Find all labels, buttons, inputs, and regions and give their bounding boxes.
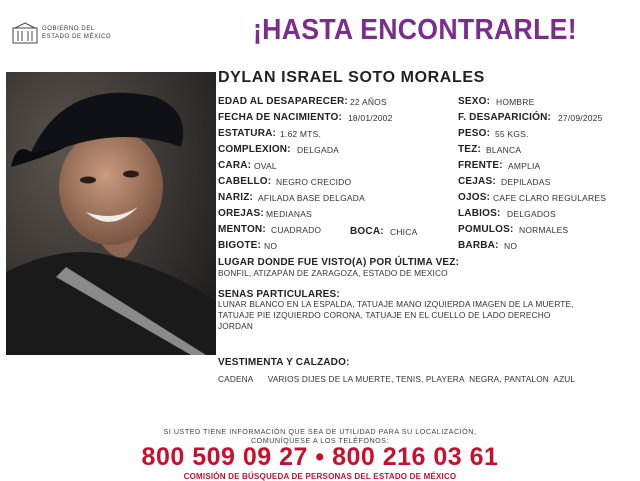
estatura-label: ESTATURA: <box>218 128 277 139</box>
edad-label: EDAD AL DESAPARECER: <box>218 96 348 107</box>
bigote-value: NO <box>264 241 278 251</box>
state-emblem-icon <box>12 22 38 44</box>
pomulos-value: NORMALES <box>519 225 569 235</box>
orejas-value: MEDIANAS <box>266 209 312 219</box>
info-line-2: COMUNÍQUESE A LOS TELÉFONOS: <box>250 436 390 445</box>
menton-value: CUADRADO <box>271 225 322 235</box>
ojos-label: OJOS: <box>458 192 491 203</box>
lugar-value: BONFIL, ATIZAPÁN DE ZARAGOZA, ESTADO DE MEXICO <box>218 268 448 278</box>
cabello-label: CABELLO: <box>218 176 272 187</box>
barba-label: BARBA: <box>458 240 499 251</box>
labios-value: DELGADOS <box>507 209 556 219</box>
lugar-label: LUGAR DONDE FUE VISTO(A) POR ÚLTIMA VEZ: <box>218 257 460 268</box>
nacimiento-value: 18/01/2002 <box>348 113 393 123</box>
nariz-value: AFILADA BASE DELGADA <box>258 193 365 203</box>
vestimenta-label: VESTIMENTA Y CALZADO: <box>218 357 350 368</box>
cejas-value: DEPILADAS <box>501 177 551 187</box>
complexion-label: COMPLEXION: <box>218 144 291 155</box>
orejas-label: OREJAS: <box>218 208 264 219</box>
edad-value: 22 AÑOS <box>350 97 387 107</box>
desaparicion-label: F. DESAPARICIÓN: <box>458 112 552 123</box>
tez-label: TEZ: <box>458 144 482 155</box>
tez-value: BLANCA <box>486 145 522 155</box>
labios-label: LABIOS: <box>458 208 501 219</box>
cara-value: OVAL <box>254 161 277 171</box>
cabello-value: NEGRO CRECIDO <box>276 177 352 187</box>
nariz-label: NARIZ: <box>218 192 254 203</box>
gov-line-2: ESTADO DE MÉXICO <box>42 34 112 40</box>
person-name: DYLAN ISRAEL SOTO MORALES <box>218 69 485 86</box>
senas-line-3: JORDAN <box>218 321 254 331</box>
government-logo <box>12 22 122 46</box>
estatura-value: 1.62 MTS. <box>280 129 322 139</box>
complexion-value: DELGADA <box>297 145 340 155</box>
vestimenta-value: CADENA VARIOS DIJES DE LA MUERTE, TENIS, PLAYERA NEGRA, PANTALON AZUL <box>218 374 576 384</box>
phone-numbers[interactable]: 800 509 09 27 • 800 216 03 61 <box>141 443 499 471</box>
bigote-label: BIGOTE: <box>218 240 262 251</box>
boca-label: BOCA: <box>350 226 384 237</box>
person-photo <box>6 72 216 355</box>
cejas-label: CEJAS: <box>458 176 496 187</box>
senas-line-1: LUNAR BLANCO EN LA ESPALDA, TATUAJE MANO IZQUIERDA IMAGEN DE LA MUERTE, <box>218 299 574 309</box>
ojos-value: CAFE CLARO REGULARES <box>493 193 607 203</box>
boca-value: CHICA <box>390 227 418 237</box>
peso-label: PESO: <box>458 128 491 139</box>
headline: ¡HASTA ENCONTRARLE! <box>253 14 577 46</box>
senas-line-2: TATUAJE PIE IZQUIERDO CORONA, TATUAJE EN EL CUELLO DE LADO DERECHO <box>218 310 551 320</box>
menton-label: MENTON: <box>218 224 266 235</box>
portrait-image <box>6 72 216 355</box>
senas-label: SENAS PARTICULARES: <box>218 289 340 300</box>
frente-value: AMPLIA <box>508 161 541 171</box>
desaparicion-value: 27/09/2025 <box>558 113 603 123</box>
cara-label: CARA: <box>218 160 252 171</box>
nacimiento-label: FECHA DE NACIMIENTO: <box>218 112 342 123</box>
gov-line-1: GOBIERNO DEL <box>42 26 95 32</box>
pomulos-label: POMULOS: <box>458 224 514 235</box>
barba-value: NO <box>504 241 518 251</box>
info-line-1: SI USTED TIENE INFORMACIÓN QUE SEA DE UTILIDAD PARA SU LOCALIZACIÓN, <box>163 427 477 436</box>
commission-name: COMISIÓN DE BÚSQUEDA DE PERSONAS DEL ESTADO DE MÉXICO <box>183 472 457 481</box>
peso-value: 55 KGS. <box>495 129 529 139</box>
sexo-label: SEXO: <box>458 96 491 107</box>
sexo-value: HOMBRE <box>496 97 535 107</box>
frente-label: FRENTE: <box>458 160 503 171</box>
